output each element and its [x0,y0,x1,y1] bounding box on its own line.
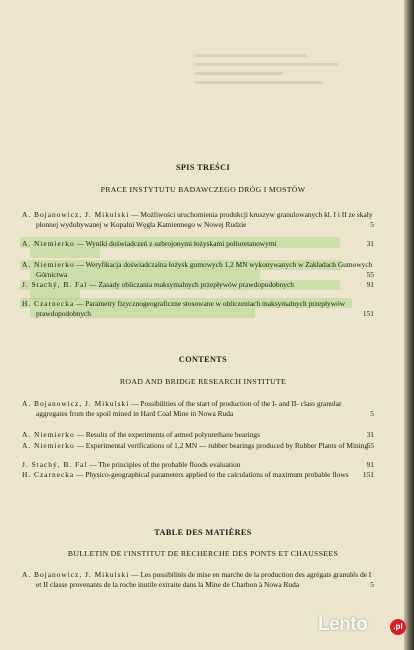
entry-authors: A. Niemierko [22,430,75,439]
institute-title: BULLETIN DE l'INSTITUT DE RECHERCHE DES PONTS ET CHAUSSEES [67,549,339,558]
institute-title: ROAD AND BRIDGE RESEARCH INSTITUTE [119,377,287,386]
toc-entry [22,280,374,290]
entry-authors: J. Stachý, B. Fal [22,460,88,469]
entry-authors: A. Niemierko [22,441,75,450]
entry-title: — Parametry fizycznogeograficzne stosowane w obliczeniach maksymalnych przepływów prawdopodobnych [36,299,346,318]
entry-authors: A. Bojanowicz, J. Mikulski [22,210,130,219]
entry-title: — Możliwości uruchomienia produkcji kruszyw granulowanych kl. I i II ze skały płonnej wydobywanej w Kopalni Węgla Kamiennego w Nowej Rudzie [36,210,373,229]
entry-page: 5 [370,408,374,418]
entry-title: — Zasady obliczania maksymalnych przepływów prawdopodobnych [87,280,294,289]
toc-entry [22,460,374,470]
entry-page: 5 [370,219,374,229]
entry-page: 151 [362,308,374,318]
entry-title: — Wyniki doświadczeń z uzbrojonymi łożyskami poliuretanowymi [74,239,277,248]
toc-entry [22,570,374,589]
entry-page: 31 [366,430,374,439]
entry-authors: H. Czarnecka [22,299,75,308]
entry-authors: A. Bojanowicz, J. Mikulski [22,570,130,579]
entry-page: 91 [366,460,374,469]
entry-page: 151 [362,470,374,479]
entry-title: — Possibilities of the start of production of the I- and II- class granular aggregates from the spoil mined in Hard Coal Mine in Nowa Ruda [36,399,342,418]
entry-page: 55 [366,441,374,450]
toc-entry [22,399,374,418]
toc-entry [22,299,374,318]
entry-title: — Experimental verifications of 1,2 MN — rubber bearings produced by Rubber Plants of Mining [74,441,369,450]
toc-entry [22,430,374,440]
section-heading: TABLE DES MATIÈRES [154,528,252,537]
watermark-suffix: .pl [390,619,406,635]
section-heading: CONTENTS [178,355,228,364]
entry-title: — Physico-geographical parameters applied to the calculations of maximum probable flows [74,470,349,479]
lento-watermark-logo [318,614,410,640]
entry-title: — Weryfikacja doświadczalna łożysk gumowych 1,2 MN wykonywanych w Zakładach Gumowych Górnictwa [36,260,373,279]
page-edge [404,0,414,650]
entry-authors: A. Bojanowicz, J. Mikulski [22,399,130,408]
entry-page: 55 [366,269,374,279]
toc-entry [22,210,374,229]
toc-entry [22,239,374,249]
section-heading: SPIS TREŚCI [175,163,231,172]
entry-title: — Les possibilités de mise en marche de la production des agrégats granulés de I et II classe provenants de la roche inutile extraite dans la Mine de Charbon à Nowa Ruda [36,570,372,589]
entry-authors: H. Czarnecka [22,470,75,479]
entry-authors: A. Niemierko [22,260,75,269]
entry-authors: A. Niemierko [22,239,75,248]
entry-authors: J. Stachý, B. Fal [22,280,88,289]
bleed-through-text [195,48,355,108]
entry-page: 31 [366,239,374,248]
toc-entry [22,441,374,451]
entry-title: — The principles of the probable floods evaluation [87,460,241,469]
toc-entry [22,470,374,480]
toc-entry [22,260,374,279]
entry-page: 5 [370,579,374,589]
entry-title: — Results of the experiments of armed polyurethane bearings [74,430,260,439]
institute-title: PRACE INSTYTUTU BADAWCZEGO DRÓG I MOSTÓW [100,185,306,194]
entry-page: 91 [366,280,374,289]
highlight-mark [30,248,100,258]
watermark-brand: Lento [318,614,368,635]
